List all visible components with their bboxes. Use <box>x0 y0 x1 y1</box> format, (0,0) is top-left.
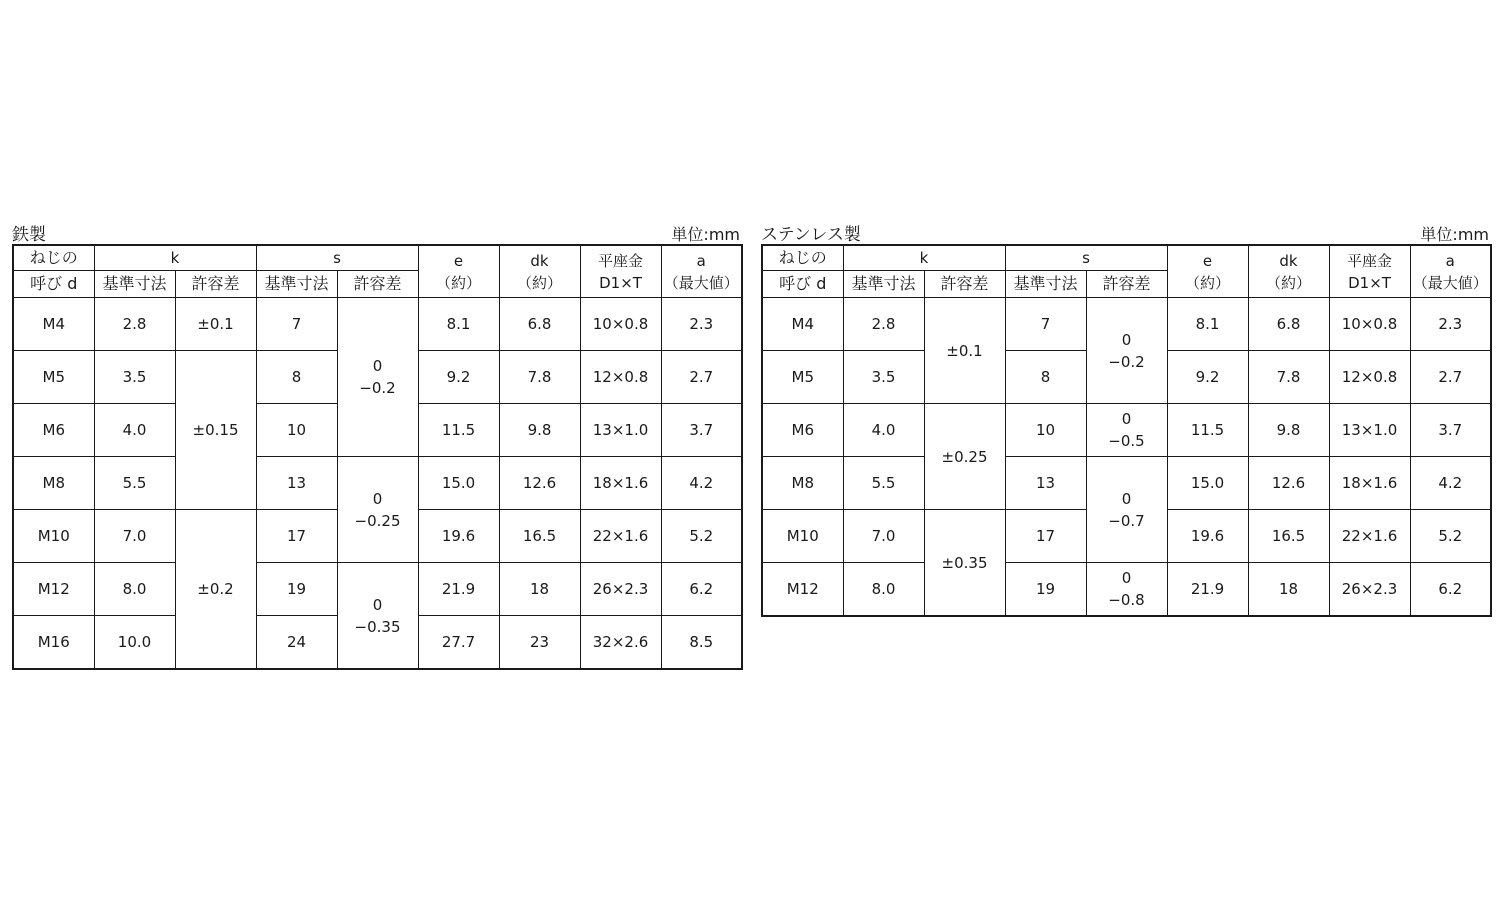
cell-washer: 18×1.6 <box>1329 457 1410 510</box>
cell-washer: 22×1.6 <box>1329 510 1410 563</box>
stainless-caption <box>761 216 1489 244</box>
cell-s: 13 <box>1005 457 1086 510</box>
table-row <box>762 563 1491 617</box>
cell-s: 8 <box>1005 351 1086 404</box>
cell-s: 17 <box>1005 510 1086 563</box>
cell-s: 19 <box>1005 563 1086 617</box>
table-row <box>13 457 742 510</box>
header-nominal-line1: ねじの <box>13 245 94 271</box>
cell-dk: 23 <box>499 616 580 670</box>
cell-s-tolerance: 0 −0.5 <box>1086 404 1167 457</box>
cell-a: 4.2 <box>661 457 742 510</box>
header-k: k <box>843 245 1005 271</box>
header-nominal-line2: 呼び d <box>13 271 94 298</box>
cell-s: 24 <box>256 616 337 670</box>
header-s: s <box>1005 245 1167 271</box>
header-k-tolerance: 許容差 <box>924 271 1005 298</box>
header-washer: 平座金 D1×T <box>580 245 661 298</box>
cell-e: 21.9 <box>1167 563 1248 617</box>
cell-e: 15.0 <box>418 457 499 510</box>
cell-d: M4 <box>13 298 94 351</box>
header-nominal-line1: ねじの <box>762 245 843 271</box>
table-row <box>762 404 1491 457</box>
header-e: e （約） <box>418 245 499 298</box>
cell-e: 27.7 <box>418 616 499 670</box>
cell-k: 4.0 <box>843 404 924 457</box>
cell-e: 11.5 <box>418 404 499 457</box>
cell-washer: 12×0.8 <box>580 351 661 404</box>
stainless-unit-label: 単位:mm <box>1420 225 1489 244</box>
cell-e: 21.9 <box>418 563 499 616</box>
header-k-basic: 基準寸法 <box>843 271 924 298</box>
cell-k: 2.8 <box>843 298 924 351</box>
cell-s: 19 <box>256 563 337 616</box>
cell-dk: 6.8 <box>499 298 580 351</box>
cell-d: M12 <box>762 563 843 617</box>
cell-k: 4.0 <box>94 404 175 457</box>
cell-k-tolerance: ±0.15 <box>175 351 256 510</box>
cell-dk: 12.6 <box>499 457 580 510</box>
cell-d: M16 <box>13 616 94 670</box>
cell-s-tolerance: 0 −0.7 <box>1086 457 1167 563</box>
cell-washer: 18×1.6 <box>580 457 661 510</box>
cell-s-tolerance: 0 −0.8 <box>1086 563 1167 617</box>
cell-k: 5.5 <box>843 457 924 510</box>
cell-e: 15.0 <box>1167 457 1248 510</box>
cell-washer: 13×1.0 <box>1329 404 1410 457</box>
cell-d: M8 <box>762 457 843 510</box>
cell-a: 2.3 <box>1410 298 1491 351</box>
cell-dk: 18 <box>499 563 580 616</box>
header-dk: dk （約） <box>1248 245 1329 298</box>
header-k: k <box>94 245 256 271</box>
cell-a: 2.7 <box>1410 351 1491 404</box>
table-row <box>13 298 742 351</box>
cell-d: M8 <box>13 457 94 510</box>
cell-s: 17 <box>256 510 337 563</box>
cell-k-tolerance: ±0.1 <box>175 298 256 351</box>
cell-s: 13 <box>256 457 337 510</box>
cell-washer: 22×1.6 <box>580 510 661 563</box>
header-a: a （最大値） <box>661 245 742 298</box>
header-a: a （最大値） <box>1410 245 1491 298</box>
table-row <box>13 563 742 616</box>
cell-k: 7.0 <box>843 510 924 563</box>
cell-d: M6 <box>13 404 94 457</box>
iron-unit-label: 単位:mm <box>671 225 740 244</box>
cell-k-tolerance: ±0.2 <box>175 510 256 670</box>
cell-washer: 10×0.8 <box>580 298 661 351</box>
cell-k-tolerance: ±0.25 <box>924 404 1005 510</box>
header-s-tolerance: 許容差 <box>337 271 418 298</box>
cell-s: 10 <box>256 404 337 457</box>
cell-e: 8.1 <box>1167 298 1248 351</box>
cell-s-tolerance: 0 −0.2 <box>337 298 418 457</box>
cell-a: 2.7 <box>661 351 742 404</box>
header-s: s <box>256 245 418 271</box>
iron-title: 鉄製 <box>12 225 46 245</box>
header-s-basic: 基準寸法 <box>1005 271 1086 298</box>
cell-dk: 16.5 <box>1248 510 1329 563</box>
header-s-basic: 基準寸法 <box>256 271 337 298</box>
table-row <box>762 298 1491 351</box>
header-k-basic: 基準寸法 <box>94 271 175 298</box>
cell-s-tolerance: 0 −0.2 <box>1086 298 1167 404</box>
cell-s: 7 <box>256 298 337 351</box>
cell-e: 9.2 <box>1167 351 1248 404</box>
cell-a: 5.2 <box>1410 510 1491 563</box>
header-e: e （約） <box>1167 245 1248 298</box>
cell-e: 8.1 <box>418 298 499 351</box>
iron-spec-table <box>12 244 743 670</box>
cell-k-tolerance: ±0.35 <box>924 510 1005 617</box>
cell-s: 10 <box>1005 404 1086 457</box>
cell-s: 7 <box>1005 298 1086 351</box>
iron-spec-block <box>12 216 740 670</box>
iron-caption <box>12 216 740 244</box>
cell-dk: 18 <box>1248 563 1329 617</box>
cell-dk: 9.8 <box>499 404 580 457</box>
cell-k: 7.0 <box>94 510 175 563</box>
cell-dk: 9.8 <box>1248 404 1329 457</box>
cell-d: M10 <box>13 510 94 563</box>
header-nominal-line2: 呼び d <box>762 271 843 298</box>
cell-washer: 10×0.8 <box>1329 298 1410 351</box>
cell-washer: 26×2.3 <box>580 563 661 616</box>
cell-washer: 26×2.3 <box>1329 563 1410 617</box>
stainless-spec-table <box>761 244 1492 617</box>
cell-a: 3.7 <box>661 404 742 457</box>
cell-a: 5.2 <box>661 510 742 563</box>
cell-d: M10 <box>762 510 843 563</box>
cell-e: 19.6 <box>1167 510 1248 563</box>
cell-washer: 13×1.0 <box>580 404 661 457</box>
cell-k: 5.5 <box>94 457 175 510</box>
cell-dk: 6.8 <box>1248 298 1329 351</box>
cell-k: 3.5 <box>94 351 175 404</box>
cell-k: 10.0 <box>94 616 175 670</box>
cell-washer: 12×0.8 <box>1329 351 1410 404</box>
cell-k: 2.8 <box>94 298 175 351</box>
cell-k-tolerance: ±0.1 <box>924 298 1005 404</box>
cell-s: 8 <box>256 351 337 404</box>
cell-d: M5 <box>762 351 843 404</box>
cell-e: 11.5 <box>1167 404 1248 457</box>
header-row-top <box>762 245 1491 271</box>
cell-d: M5 <box>13 351 94 404</box>
cell-dk: 12.6 <box>1248 457 1329 510</box>
stainless-spec-block <box>761 216 1489 617</box>
cell-d: M6 <box>762 404 843 457</box>
cell-dk: 16.5 <box>499 510 580 563</box>
header-row-top <box>13 245 742 271</box>
cell-washer: 32×2.6 <box>580 616 661 670</box>
cell-d: M12 <box>13 563 94 616</box>
table-row <box>762 457 1491 510</box>
cell-a: 3.7 <box>1410 404 1491 457</box>
cell-a: 2.3 <box>661 298 742 351</box>
header-s-tolerance: 許容差 <box>1086 271 1167 298</box>
cell-a: 6.2 <box>661 563 742 616</box>
header-washer: 平座金 D1×T <box>1329 245 1410 298</box>
cell-e: 9.2 <box>418 351 499 404</box>
cell-k: 3.5 <box>843 351 924 404</box>
stainless-title: ステンレス製 <box>761 225 861 245</box>
cell-k: 8.0 <box>94 563 175 616</box>
header-dk: dk （約） <box>499 245 580 298</box>
cell-a: 4.2 <box>1410 457 1491 510</box>
cell-a: 6.2 <box>1410 563 1491 617</box>
cell-e: 19.6 <box>418 510 499 563</box>
cell-a: 8.5 <box>661 616 742 670</box>
cell-dk: 7.8 <box>499 351 580 404</box>
cell-k: 8.0 <box>843 563 924 617</box>
cell-s-tolerance: 0 −0.25 <box>337 457 418 563</box>
cell-s-tolerance: 0 −0.35 <box>337 563 418 670</box>
header-k-tolerance: 許容差 <box>175 271 256 298</box>
cell-d: M4 <box>762 298 843 351</box>
cell-dk: 7.8 <box>1248 351 1329 404</box>
